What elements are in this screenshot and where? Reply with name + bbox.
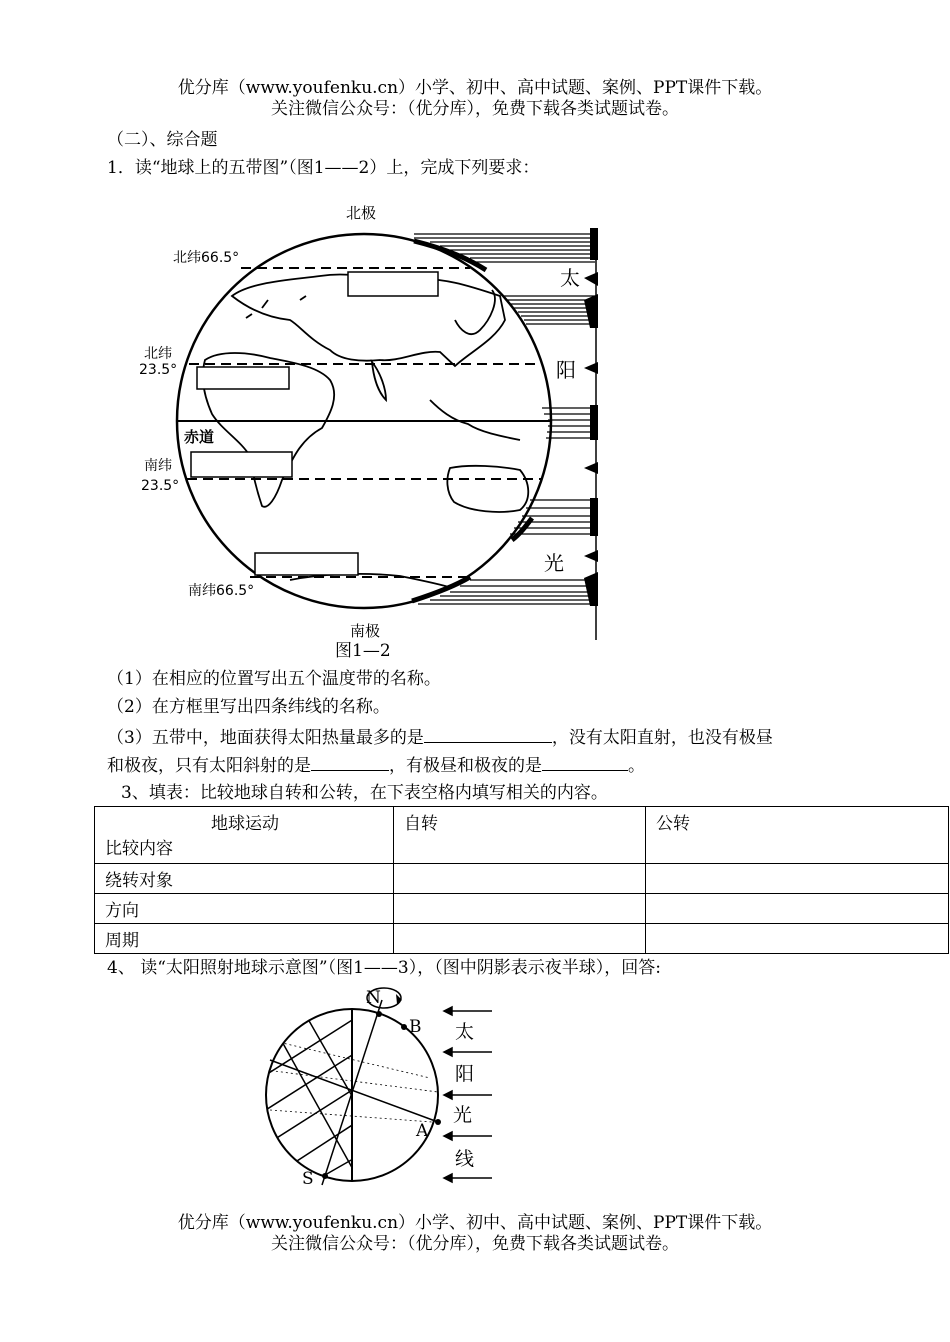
q1-sub3-line2 xyxy=(107,753,645,777)
lat-n235-label-b: 23.5° xyxy=(139,362,178,378)
sunlight-label-yang: 阳 xyxy=(455,1063,475,1085)
table-header-row xyxy=(95,807,949,864)
figure-1-2-caption: 图1—2 xyxy=(335,641,391,661)
sun-illumination-figure xyxy=(0,975,950,1190)
north-label: N xyxy=(366,988,381,1008)
comparison-table xyxy=(94,806,949,954)
header-line-1: 优分库（www.youfenku.cn）小学、初中、高中试题、案例、PPT课件下载。 xyxy=(177,78,773,98)
q1-sub3-text-c: 和极夜，只有太阳斜射的是 xyxy=(107,756,311,776)
section-title: （二）、综合题 xyxy=(107,130,218,150)
cell-rotation-period[interactable] xyxy=(394,924,646,954)
answer-box-4[interactable] xyxy=(255,553,358,575)
north-pole-label: 北极 xyxy=(346,204,377,222)
sunlight-label-1: 太 xyxy=(560,266,580,290)
answer-box-1[interactable] xyxy=(348,272,438,296)
point-a-label: A xyxy=(416,1121,429,1141)
cell-rotation-object[interactable] xyxy=(394,864,646,894)
q1-sub3-text-b: ，没有太阳直射，也没有极昼 xyxy=(551,728,773,748)
continents-sketch xyxy=(203,274,528,588)
equator-label: 赤道 xyxy=(184,428,215,446)
answer-box-3[interactable] xyxy=(191,452,292,477)
header-line-2: 关注微信公众号：（优分库），免费下载各类试题试卷。 xyxy=(271,99,679,119)
table-row xyxy=(95,894,949,924)
cell-revolution-object[interactable] xyxy=(646,864,949,894)
blank-temperate-zone[interactable] xyxy=(311,753,389,771)
q1-sub3-text-e: 。 xyxy=(628,756,645,776)
sunlight-label-xian: 线 xyxy=(455,1148,475,1170)
south-pole-label: 南极 xyxy=(350,622,381,640)
q1-sub2: （2）在方框里写出四条纬线的名称。 xyxy=(107,697,390,717)
question-3-prompt: 3、填表：比较地球自转和公转，在下表空格内填写相关的内容。 xyxy=(121,783,608,803)
row-label-object: 绕转对象 xyxy=(95,864,394,894)
row-label-period: 周期 xyxy=(95,924,394,954)
point-b-marker xyxy=(401,1024,407,1030)
header-revolution: 公转 xyxy=(646,807,949,864)
blank-frigid-zone[interactable] xyxy=(542,753,628,771)
sunlight-label-guang: 光 xyxy=(453,1104,473,1126)
header-compare-content: 比较内容 xyxy=(105,839,173,859)
lat-s235-label-b: 23.5° xyxy=(141,478,180,494)
table-header-corner xyxy=(95,807,394,864)
footer-line-1: 优分库（www.youfenku.cn）小学、初中、高中试题、案例、PPT课件下载。 xyxy=(177,1213,773,1233)
point-b-label: B xyxy=(409,1017,422,1037)
table-row xyxy=(95,924,949,954)
question-4-prompt: 4、 读“太阳照射地球示意图”（图1——3），（图中阴影表示夜半球），回答: xyxy=(107,958,661,978)
sunlight-label-2: 阳 xyxy=(556,358,576,382)
cell-revolution-period[interactable] xyxy=(646,924,949,954)
south-axis-marker xyxy=(322,1173,328,1179)
lat-s665-label: 南纬66.5° xyxy=(188,583,255,599)
q1-sub1: （1）在相应的位置写出五个温度带的名称。 xyxy=(107,669,441,689)
table-row xyxy=(95,864,949,894)
footer-line-2: 关注微信公众号：（优分库），免费下载各类试题试卷。 xyxy=(271,1234,679,1254)
south-label: S xyxy=(302,1169,314,1189)
north-axis-marker xyxy=(376,1011,382,1017)
lat-s235-label-a: 南纬 xyxy=(144,458,172,474)
sunlight-label-tai: 太 xyxy=(455,1021,475,1043)
q1-sub3-text-d: ，有极昼和极夜的是 xyxy=(389,756,542,776)
answer-box-2[interactable] xyxy=(197,367,289,389)
q1-sub3-text-a: （3）五带中，地面获得太阳热量最多的是 xyxy=(107,728,424,748)
blank-hottest-zone[interactable] xyxy=(424,725,552,743)
lat-n665-label: 北纬66.5° xyxy=(173,250,240,266)
header-rotation: 自转 xyxy=(394,807,646,864)
point-a-marker xyxy=(435,1119,441,1125)
question-1-prompt: 1．读“地球上的五带图”（图1——2）上，完成下列要求： xyxy=(107,158,540,178)
sunlight-label-3: 光 xyxy=(544,551,564,575)
lat-n235-label-a: 北纬 xyxy=(144,346,172,362)
five-zones-figure xyxy=(0,0,950,660)
row-label-direction: 方向 xyxy=(95,894,394,924)
header-earth-motion: 地球运动 xyxy=(211,814,279,834)
q1-sub3-line1 xyxy=(107,725,773,749)
cell-rotation-direction[interactable] xyxy=(394,894,646,924)
cell-revolution-direction[interactable] xyxy=(646,894,949,924)
